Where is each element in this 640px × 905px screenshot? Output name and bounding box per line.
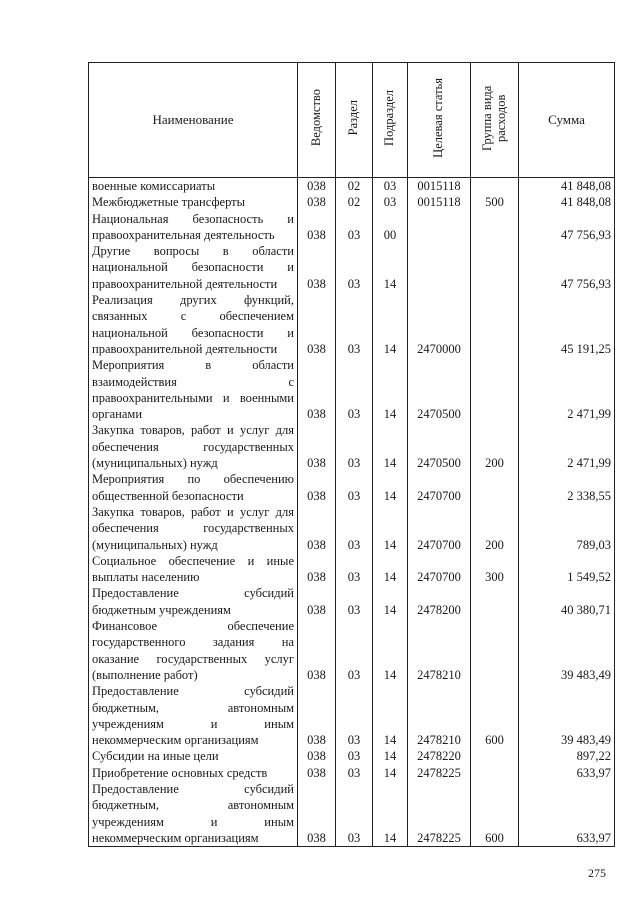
row-section: 03 bbox=[336, 292, 373, 357]
row-target-item: 2470500 bbox=[408, 422, 471, 471]
row-department: 038 bbox=[298, 292, 336, 357]
row-expense-group: 600 bbox=[471, 683, 519, 748]
row-section: 02 bbox=[336, 194, 373, 210]
table-header-row bbox=[89, 63, 615, 178]
row-department: 038 bbox=[298, 357, 336, 422]
row-amount: 41 848,08 bbox=[519, 178, 615, 195]
row-subsection: 03 bbox=[373, 178, 408, 195]
row-department: 038 bbox=[298, 765, 336, 781]
row-section: 03 bbox=[336, 422, 373, 471]
row-amount: 633,97 bbox=[519, 765, 615, 781]
row-amount: 1 549,52 bbox=[519, 553, 615, 586]
row-section: 02 bbox=[336, 178, 373, 195]
budget-table bbox=[88, 62, 615, 847]
row-section: 03 bbox=[336, 243, 373, 292]
row-name: Закупка товаров, работ и услуг для обеспечения государственных (муниципальных) нужд bbox=[89, 422, 298, 471]
row-target-item: 2478200 bbox=[408, 585, 471, 618]
row-section: 03 bbox=[336, 504, 373, 553]
table-row bbox=[89, 178, 615, 195]
row-section: 03 bbox=[336, 357, 373, 422]
header-expense-group: Группа вида расходов bbox=[471, 63, 519, 178]
table-row bbox=[89, 194, 615, 210]
table-row bbox=[89, 781, 615, 847]
row-target-item: 2478210 bbox=[408, 683, 471, 748]
row-department: 038 bbox=[298, 504, 336, 553]
row-name: Мероприятия по обеспечению общественной безопасности bbox=[89, 471, 298, 504]
table-row bbox=[89, 471, 615, 504]
row-subsection: 14 bbox=[373, 618, 408, 683]
row-amount: 789,03 bbox=[519, 504, 615, 553]
row-section: 03 bbox=[336, 471, 373, 504]
table-row bbox=[89, 748, 615, 764]
row-department: 038 bbox=[298, 585, 336, 618]
row-target-item: 0015118 bbox=[408, 178, 471, 195]
row-section: 03 bbox=[336, 765, 373, 781]
row-subsection: 14 bbox=[373, 243, 408, 292]
row-subsection: 00 bbox=[373, 211, 408, 244]
row-subsection: 14 bbox=[373, 585, 408, 618]
row-amount: 2 471,99 bbox=[519, 422, 615, 471]
row-subsection: 14 bbox=[373, 504, 408, 553]
row-expense-group bbox=[471, 211, 519, 244]
row-target-item bbox=[408, 243, 471, 292]
row-target-item: 2470000 bbox=[408, 292, 471, 357]
row-expense-group bbox=[471, 748, 519, 764]
row-name: Реализация других функций, связанных с обеспечением национальной безопасности и правоохранительной деятельности bbox=[89, 292, 298, 357]
table-row bbox=[89, 292, 615, 357]
row-amount: 633,97 bbox=[519, 781, 615, 847]
header-subsection: Подраздел bbox=[373, 63, 408, 178]
header-department: Ведомство bbox=[298, 63, 336, 178]
row-target-item: 2470500 bbox=[408, 357, 471, 422]
row-expense-group bbox=[471, 243, 519, 292]
row-department: 038 bbox=[298, 748, 336, 764]
table-row bbox=[89, 765, 615, 781]
row-target-item: 2470700 bbox=[408, 471, 471, 504]
row-department: 038 bbox=[298, 471, 336, 504]
row-name: Предоставление субсидий бюджетным учреждениям bbox=[89, 585, 298, 618]
page-number: 275 bbox=[588, 866, 606, 880]
row-subsection: 14 bbox=[373, 765, 408, 781]
table-body bbox=[89, 178, 615, 847]
row-name: Межбюджетные трансферты bbox=[89, 194, 298, 210]
row-target-item: 2470700 bbox=[408, 553, 471, 586]
row-target-item: 2470700 bbox=[408, 504, 471, 553]
row-expense-group bbox=[471, 178, 519, 195]
row-name: Социальное обеспечение и иные выплаты населению bbox=[89, 553, 298, 586]
row-subsection: 14 bbox=[373, 781, 408, 847]
row-expense-group: 500 bbox=[471, 194, 519, 210]
row-subsection: 14 bbox=[373, 553, 408, 586]
row-expense-group bbox=[471, 618, 519, 683]
row-section: 03 bbox=[336, 781, 373, 847]
row-department: 038 bbox=[298, 211, 336, 244]
row-section: 03 bbox=[336, 618, 373, 683]
row-amount: 897,22 bbox=[519, 748, 615, 764]
row-subsection: 14 bbox=[373, 422, 408, 471]
row-name: военные комиссариаты bbox=[89, 178, 298, 195]
row-department: 038 bbox=[298, 243, 336, 292]
row-name: Закупка товаров, работ и услуг для обеспечения государственных (муниципальных) нужд bbox=[89, 504, 298, 553]
row-name: Финансовое обеспечение государственного задания на оказание государственных услуг (выполнение работ) bbox=[89, 618, 298, 683]
row-amount: 2 338,55 bbox=[519, 471, 615, 504]
row-name: Субсидии на иные цели bbox=[89, 748, 298, 764]
row-department: 038 bbox=[298, 178, 336, 195]
row-expense-group bbox=[471, 585, 519, 618]
row-target-item: 2478210 bbox=[408, 618, 471, 683]
row-name: Предоставление субсидий бюджетным, автономным учреждениям и иным некоммерческим организациям bbox=[89, 781, 298, 847]
table-row bbox=[89, 422, 615, 471]
table-row bbox=[89, 585, 615, 618]
row-amount: 41 848,08 bbox=[519, 194, 615, 210]
row-department: 038 bbox=[298, 194, 336, 210]
header-section: Раздел bbox=[336, 63, 373, 178]
row-section: 03 bbox=[336, 585, 373, 618]
row-amount: 47 756,93 bbox=[519, 243, 615, 292]
row-amount: 47 756,93 bbox=[519, 211, 615, 244]
row-expense-group: 300 bbox=[471, 553, 519, 586]
row-name: Предоставление субсидий бюджетным, автономным учреждениям и иным некоммерческим организациям bbox=[89, 683, 298, 748]
row-target-item: 2478225 bbox=[408, 781, 471, 847]
row-name: Приобретение основных средств bbox=[89, 765, 298, 781]
row-department: 038 bbox=[298, 683, 336, 748]
row-subsection: 03 bbox=[373, 194, 408, 210]
row-department: 038 bbox=[298, 553, 336, 586]
row-amount: 39 483,49 bbox=[519, 618, 615, 683]
row-target-item bbox=[408, 211, 471, 244]
table-row bbox=[89, 357, 615, 422]
row-section: 03 bbox=[336, 683, 373, 748]
row-department: 038 bbox=[298, 618, 336, 683]
row-section: 03 bbox=[336, 748, 373, 764]
row-name: Другие вопросы в области национальной безопасности и правоохранительной деятельности bbox=[89, 243, 298, 292]
row-expense-group: 600 bbox=[471, 781, 519, 847]
header-amount: Сумма bbox=[519, 63, 615, 178]
row-section: 03 bbox=[336, 553, 373, 586]
row-amount: 39 483,49 bbox=[519, 683, 615, 748]
row-expense-group: 200 bbox=[471, 504, 519, 553]
header-target-item: Целевая статья bbox=[408, 63, 471, 178]
row-name: Национальная безопасность и правоохранительная деятельность bbox=[89, 211, 298, 244]
table-row bbox=[89, 683, 615, 748]
row-expense-group bbox=[471, 292, 519, 357]
row-department: 038 bbox=[298, 781, 336, 847]
row-target-item: 0015118 bbox=[408, 194, 471, 210]
table-row bbox=[89, 618, 615, 683]
row-amount: 2 471,99 bbox=[519, 357, 615, 422]
row-subsection: 14 bbox=[373, 292, 408, 357]
row-subsection: 14 bbox=[373, 683, 408, 748]
row-amount: 45 191,25 bbox=[519, 292, 615, 357]
table-row bbox=[89, 243, 615, 292]
row-subsection: 14 bbox=[373, 471, 408, 504]
row-expense-group bbox=[471, 765, 519, 781]
table-row bbox=[89, 553, 615, 586]
row-expense-group bbox=[471, 357, 519, 422]
row-subsection: 14 bbox=[373, 748, 408, 764]
row-name: Мероприятия в области взаимодействия с правоохранительными и военными органами bbox=[89, 357, 298, 422]
table-row bbox=[89, 211, 615, 244]
row-target-item: 2478225 bbox=[408, 765, 471, 781]
row-target-item: 2478220 bbox=[408, 748, 471, 764]
row-amount: 40 380,71 bbox=[519, 585, 615, 618]
row-department: 038 bbox=[298, 422, 336, 471]
row-expense-group bbox=[471, 471, 519, 504]
row-expense-group: 200 bbox=[471, 422, 519, 471]
header-name: Наименование bbox=[89, 63, 298, 178]
table-row bbox=[89, 504, 615, 553]
row-section: 03 bbox=[336, 211, 373, 244]
row-subsection: 14 bbox=[373, 357, 408, 422]
